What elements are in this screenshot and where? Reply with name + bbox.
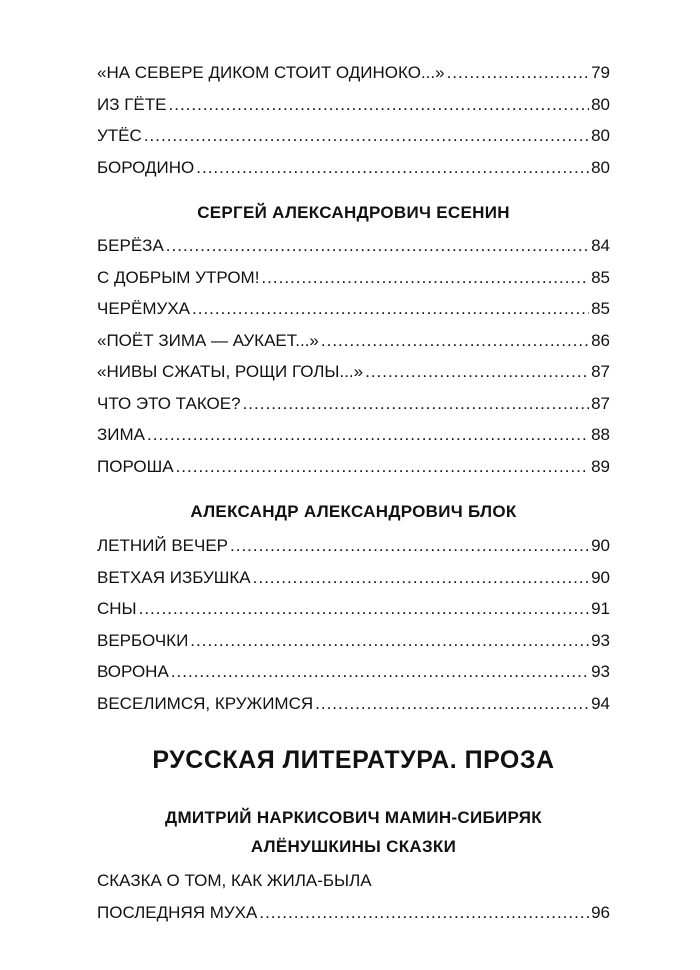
dot-leader — [259, 897, 589, 929]
toc-entry-page: 89 — [591, 456, 610, 476]
toc-entry-page: 93 — [591, 630, 610, 650]
toc-entry — [97, 89, 610, 121]
toc-entry-title: ПОРОША — [97, 456, 174, 476]
dot-leader — [230, 530, 589, 562]
dot-leader — [261, 262, 589, 294]
toc-entry-page: 96 — [591, 902, 610, 922]
dot-leader — [253, 562, 589, 594]
toc-entry-title: ВОРОНА — [97, 662, 169, 681]
toc-entry — [97, 656, 610, 688]
toc-entry-title: ЛЕТНИЙ ВЕЧЕР — [97, 536, 229, 555]
author-heading-mamin: ДМИТРИЙ НАРКИСОВИЧ МАМИН-СИБИРЯК — [165, 808, 542, 827]
toc-group-esenin — [97, 230, 610, 482]
toc-entry-page: 84 — [591, 236, 610, 255]
toc-entry-page: 80 — [591, 157, 610, 177]
dot-leader — [176, 451, 590, 483]
toc-entry-page: 80 — [591, 126, 610, 145]
dot-leader — [447, 57, 590, 89]
dot-leader — [243, 388, 590, 420]
dot-leader — [144, 120, 589, 152]
toc-entry-page: 79 — [591, 63, 610, 82]
toc-entry — [97, 388, 610, 420]
toc-entry — [97, 625, 610, 657]
toc-entry-title: С ДОБРЫМ УТРОМ! — [97, 267, 260, 287]
dot-leader — [190, 625, 589, 657]
toc-entry-title: БОРОДИНО — [97, 157, 195, 177]
toc-entry — [97, 325, 610, 357]
dot-leader — [171, 656, 589, 688]
toc-entry-title: ВЕСЕЛИМСЯ, КРУЖИМСЯ — [97, 693, 314, 713]
toc-entry-page: 85 — [591, 299, 610, 318]
toc-entry-title: ИЗ ГЁТЕ — [97, 94, 167, 114]
toc-entry-title: ЗИМА — [97, 425, 145, 444]
toc-entry-title: ЧТО ЭТО ТАКОЕ? — [97, 393, 241, 413]
toc-entry-page: 94 — [591, 693, 610, 713]
dot-leader — [192, 293, 589, 325]
toc-last-entry — [97, 865, 610, 928]
author-heading-esenin: СЕРГЕЙ АЛЕКСАНДРОВИЧ ЕСЕНИН — [197, 203, 510, 222]
section-heading-prose: РУССКАЯ ЛИТЕРАТУРА. ПРОЗА — [152, 746, 555, 774]
toc-entry — [97, 356, 610, 388]
dot-leader — [315, 688, 589, 720]
toc-entry-title: УТЁС — [97, 126, 142, 145]
dot-leader — [321, 325, 589, 357]
toc-entry — [97, 593, 610, 625]
toc-entry — [97, 293, 610, 325]
toc-entry-page: 80 — [591, 94, 610, 114]
toc-entry-title: ВЕТХАЯ ИЗБУШКА — [97, 567, 251, 587]
toc-entry — [97, 419, 610, 451]
toc-entry-title: «ПОЁТ ЗИМА — АУКАЕТ...» — [97, 330, 319, 350]
toc-entry-title: СНЫ — [97, 599, 137, 618]
dot-leader — [139, 593, 589, 625]
toc-entry-title: ВЕРБОЧКИ — [97, 630, 189, 650]
toc-entry — [97, 562, 610, 594]
toc-entry-page: 85 — [591, 267, 610, 287]
dot-leader — [169, 89, 590, 121]
toc-entry-title-line2: ПОСЛЕДНЯЯ МУХА — [97, 902, 258, 922]
toc-entry-page: 91 — [591, 599, 610, 618]
dot-leader — [147, 419, 589, 451]
toc-entry — [97, 57, 610, 89]
toc-entry — [97, 120, 610, 152]
toc-entry — [97, 230, 610, 262]
toc-entry-page: 87 — [591, 362, 610, 381]
toc-entry — [97, 262, 610, 294]
dot-leader — [166, 230, 589, 262]
toc-entry-title-line1: СКАЗКА О ТОМ, КАК ЖИЛА-БЫЛА — [97, 871, 372, 890]
toc-entry — [97, 688, 610, 720]
toc-entry-page: 90 — [591, 536, 610, 555]
toc-entry-page: 86 — [591, 330, 610, 350]
toc-group-blok — [97, 530, 610, 719]
dot-leader — [196, 152, 589, 184]
toc-entry-title: БЕРЁЗА — [97, 236, 164, 255]
toc-entry-title: «НИВЫ СЖАТЫ, РОЩИ ГОЛЫ...» — [97, 362, 364, 381]
toc-entry-title: «НА СЕВЕРЕ ДИКОМ СТОИТ ОДИНОКО...» — [97, 63, 445, 82]
toc-entry — [97, 451, 610, 483]
book-heading: АЛЁНУШКИНЫ СКАЗКИ — [250, 837, 457, 856]
toc-entry — [97, 152, 610, 184]
toc-entry-page: 87 — [591, 393, 610, 413]
toc-entry — [97, 897, 610, 929]
toc-entry-title: ЧЕРЁМУХА — [97, 299, 190, 318]
dot-leader — [365, 356, 589, 388]
toc-entry-page: 93 — [591, 662, 610, 681]
toc-entry — [97, 530, 610, 562]
toc-group-lermontov — [97, 57, 610, 183]
toc-entry-page: 88 — [591, 425, 610, 444]
toc-entry-page: 90 — [591, 567, 610, 587]
author-heading-blok: АЛЕКСАНДР АЛЕКСАНДРОВИЧ БЛОК — [190, 502, 517, 521]
